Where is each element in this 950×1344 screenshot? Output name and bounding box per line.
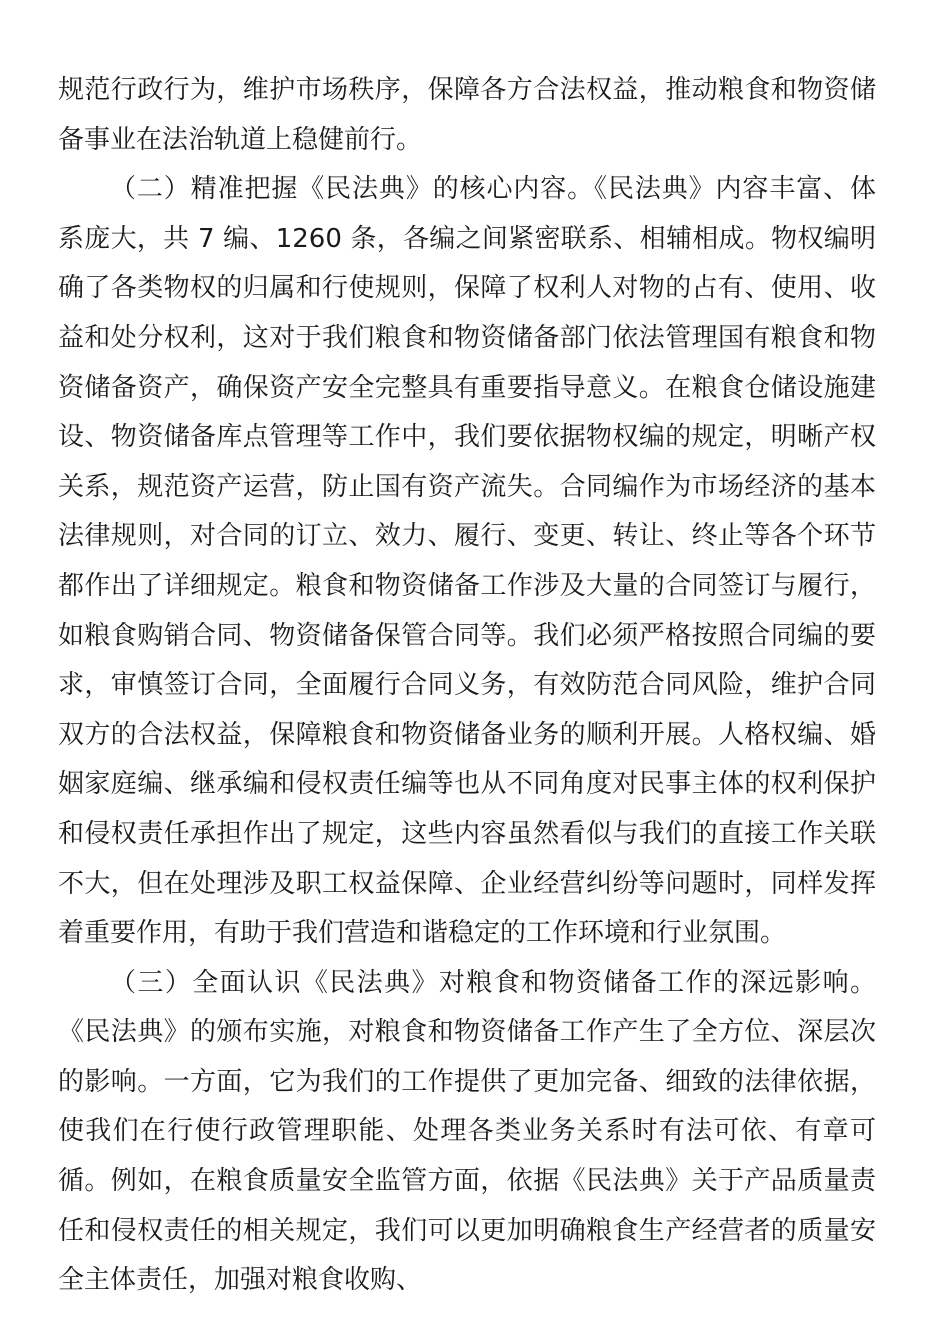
paragraph-2: （二）精准把握《民法典》的核心内容。《民法典》内容丰富、体系庞大，共 7 编、1260 条，各编之间紧密联系、相辅相成。物权编明确了各类物权的归属和行使规则，保障了权利人对物的占有、使用、收益和处分权利，这对于我们粮食和物资储备部门依法管理国有粮食和物资储备资产，确保资产安全完整具有重要指导意义。在粮食仓储设施建设、物资储备库点管理等工作中，我们要依据物权编的规定，明晰产权关系，规范资产运营，防止国有资产流失。合同编作为市场经济的基本法律规则，对合同的订立、效力、履行、变更、转让、终止等各个环节都作出了详细规定。粮食和物资储备工作涉及大量的合同签订与履行，如粮食购销合同、物资储备保管合同等。我们必须严格按照合同编的要求，审慎签订合同，全面履行合同义务，有效防范合同风险，维护合同双方的合法权益，保障粮食和物资储备业务的顺利开展。人格权编、婚姻家庭编、继承编和侵权责任编等也从不同角度对民事主体的权利保护和侵权责任承担作出了规定，这些内容虽然看似与我们的直接工作关联不大，但在处理涉及职工权益保障、企业经营纠纷等问题时，同样发挥着重要作用，有助于我们营造和谐稳定的工作环境和行业氛围。 [58,174,876,949]
paragraph-3: （三）全面认识《民法典》对粮食和物资储备工作的深远影响。《民法典》的颁布实施，对粮食和物资储备工作产生了全方位、深层次的影响。一方面，它为我们的工作提供了更加完备、细致的法律依据，使我们在行使行政管理职能、处理各类业务关系时有法可依、有章可循。例如，在粮食质量安全监管方面，依据《民法典》关于产品质量责任和侵权责任的相关规定，我们可以更加明确粮食生产经营者的质量安全主体责任，加强对粮食收购、 [58,967,876,1296]
document-page [58,66,876,1306]
paragraph-1: 规范行政行为，维护市场秩序，保障各方合法权益，推动粮食和物资储备事业在法治轨道上稳健前行。 [58,75,876,155]
